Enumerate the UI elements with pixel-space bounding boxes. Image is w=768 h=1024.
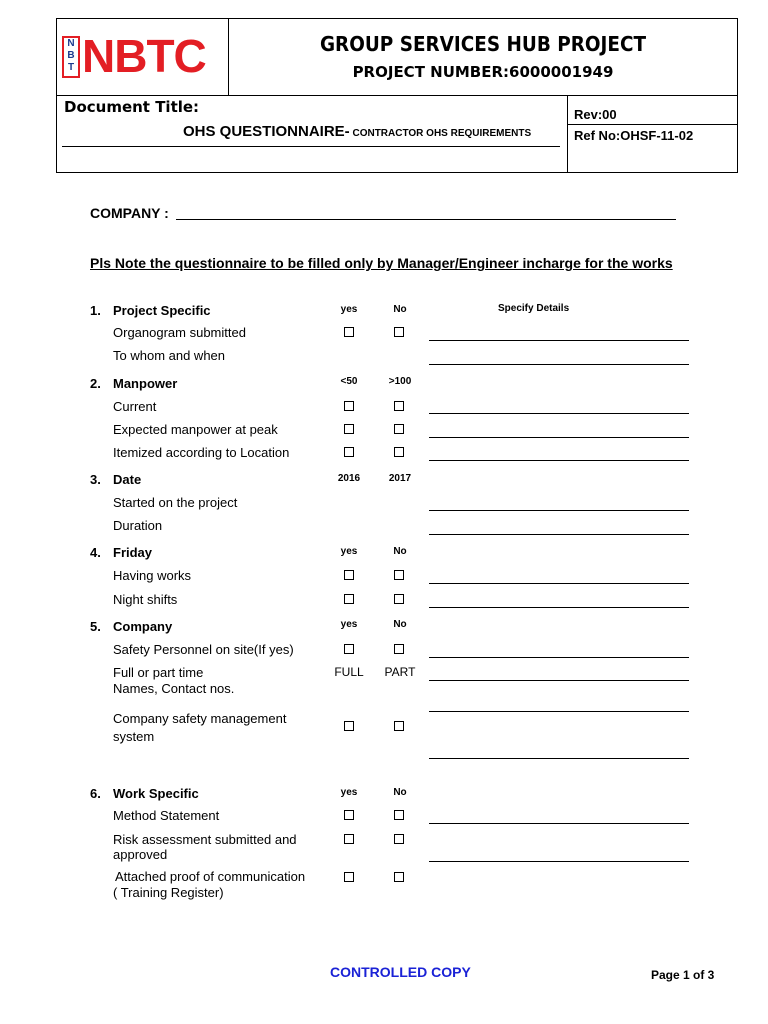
revision: Rev:00	[574, 107, 617, 122]
doc-title-sub: CONTRACTOR OHS REQUIREMENTS	[349, 128, 532, 139]
instruction-note: Pls Note the questionnaire to be filled only by Manager/Engineer incharge for the works	[90, 255, 673, 271]
logo-letter: B	[67, 50, 75, 61]
question-item: Company safety management	[113, 711, 287, 726]
section-title: Project Specific	[113, 303, 211, 318]
question-item: approved	[113, 847, 168, 862]
rev-divider	[567, 95, 568, 173]
details-line[interactable]	[429, 340, 689, 341]
details-line[interactable]	[429, 437, 689, 438]
company-field-line[interactable]	[176, 219, 676, 220]
doc-title-label: Document Title:	[64, 98, 200, 116]
checkbox-no[interactable]	[394, 570, 404, 580]
question-item: Expected manpower at peak	[113, 422, 278, 437]
question-item: Having works	[113, 568, 192, 583]
details-line[interactable]	[429, 680, 689, 681]
details-line[interactable]	[429, 607, 689, 608]
option-part: PART	[384, 665, 416, 679]
checkbox-no[interactable]	[394, 327, 404, 337]
details-line[interactable]	[429, 510, 689, 511]
col-head-yes: yes	[340, 546, 358, 557]
logo-wordmark: NBTC	[82, 30, 206, 82]
rev-ref-divider	[567, 124, 738, 125]
section-title: Company	[113, 619, 173, 634]
col-head-2017: 2017	[388, 473, 412, 484]
col-head-yes: yes	[340, 304, 358, 315]
checkbox-under-50[interactable]	[344, 401, 354, 411]
checkbox-yes[interactable]	[344, 644, 354, 654]
col-head-under-50: <50	[340, 376, 358, 387]
details-line[interactable]	[429, 823, 689, 824]
question-item: Risk assessment submitted and	[113, 832, 297, 847]
question-item: Names, Contact nos.	[113, 681, 235, 696]
checkbox-under-50[interactable]	[344, 424, 354, 434]
checkbox-over-100[interactable]	[394, 424, 404, 434]
company-label: COMPANY :	[90, 205, 169, 221]
logo-letter: N	[67, 38, 75, 49]
details-line[interactable]	[429, 758, 689, 759]
checkbox-yes[interactable]	[344, 810, 354, 820]
question-item: Current	[113, 399, 157, 414]
logo-divider	[228, 18, 229, 95]
checkbox-under-50[interactable]	[344, 447, 354, 457]
question-item: system	[113, 729, 155, 744]
option-full: FULL	[334, 665, 364, 679]
section-number: 5.	[90, 619, 101, 634]
specify-details-header: Specify Details	[498, 303, 570, 314]
details-line[interactable]	[429, 657, 689, 658]
checkbox-over-100[interactable]	[394, 401, 404, 411]
section-title: Work Specific	[113, 786, 199, 801]
checkbox-yes[interactable]	[344, 872, 354, 882]
col-head-2016: 2016	[337, 473, 361, 484]
section-number: 2.	[90, 376, 101, 391]
question-item: To whom and when	[113, 348, 226, 363]
question-item: Attached proof of communication	[115, 869, 306, 884]
checkbox-no[interactable]	[394, 721, 404, 731]
doc-title	[183, 123, 531, 140]
logo-vertical-letters	[62, 36, 80, 78]
question-item: Organogram submitted	[113, 325, 246, 340]
page-number: Page 1 of 3	[651, 968, 715, 982]
project-title: GROUP SERVICES HUB PROJECT	[319, 32, 647, 56]
question-item: Itemized according to Location	[113, 445, 290, 460]
logo-letter: T	[67, 62, 75, 73]
section-title: Manpower	[113, 376, 178, 391]
question-item: Started on the project	[113, 495, 238, 510]
reference-number: Ref No:OHSF-11-02	[574, 128, 694, 143]
checkbox-yes[interactable]	[344, 721, 354, 731]
col-head-no: No	[393, 304, 407, 315]
section-number: 3.	[90, 472, 101, 487]
project-number: PROJECT NUMBER:6000001949	[352, 63, 614, 81]
question-item: Duration	[113, 518, 163, 533]
question-item: Full or part time	[113, 665, 204, 680]
col-head-no: No	[393, 787, 407, 798]
details-line[interactable]	[429, 413, 689, 414]
section-number: 6.	[90, 786, 101, 801]
col-head-no: No	[393, 619, 407, 630]
details-line[interactable]	[429, 711, 689, 712]
checkbox-yes[interactable]	[344, 834, 354, 844]
doc-title-underline	[62, 146, 560, 147]
col-head-no: No	[393, 546, 407, 557]
checkbox-yes[interactable]	[344, 327, 354, 337]
section-title: Friday	[113, 545, 153, 560]
checkbox-no[interactable]	[394, 594, 404, 604]
doc-title-main: OHS QUESTIONNAIRE-	[183, 123, 350, 140]
details-line[interactable]	[429, 861, 689, 862]
question-item: ( Training Register)	[113, 885, 224, 900]
details-line[interactable]	[429, 364, 689, 365]
controlled-copy-label: CONTROLLED COPY	[330, 964, 471, 980]
section-title: Date	[113, 472, 142, 487]
details-line[interactable]	[429, 460, 689, 461]
checkbox-no[interactable]	[394, 834, 404, 844]
checkbox-no[interactable]	[394, 872, 404, 882]
col-head-yes: yes	[340, 787, 358, 798]
col-head-over-100: >100	[388, 376, 412, 387]
section-number: 1.	[90, 303, 101, 318]
checkbox-yes[interactable]	[344, 594, 354, 604]
checkbox-yes[interactable]	[344, 570, 354, 580]
checkbox-no[interactable]	[394, 810, 404, 820]
question-item: Safety Personnel on site(If yes)	[113, 642, 294, 657]
details-line[interactable]	[429, 534, 689, 535]
checkbox-no[interactable]	[394, 644, 404, 654]
section-number: 4.	[90, 545, 101, 560]
col-head-yes: yes	[340, 619, 358, 630]
checkbox-over-100[interactable]	[394, 447, 404, 457]
header-divider	[56, 95, 738, 96]
details-line[interactable]	[429, 583, 689, 584]
question-item: Night shifts	[113, 592, 178, 607]
question-item: Method Statement	[113, 808, 220, 823]
